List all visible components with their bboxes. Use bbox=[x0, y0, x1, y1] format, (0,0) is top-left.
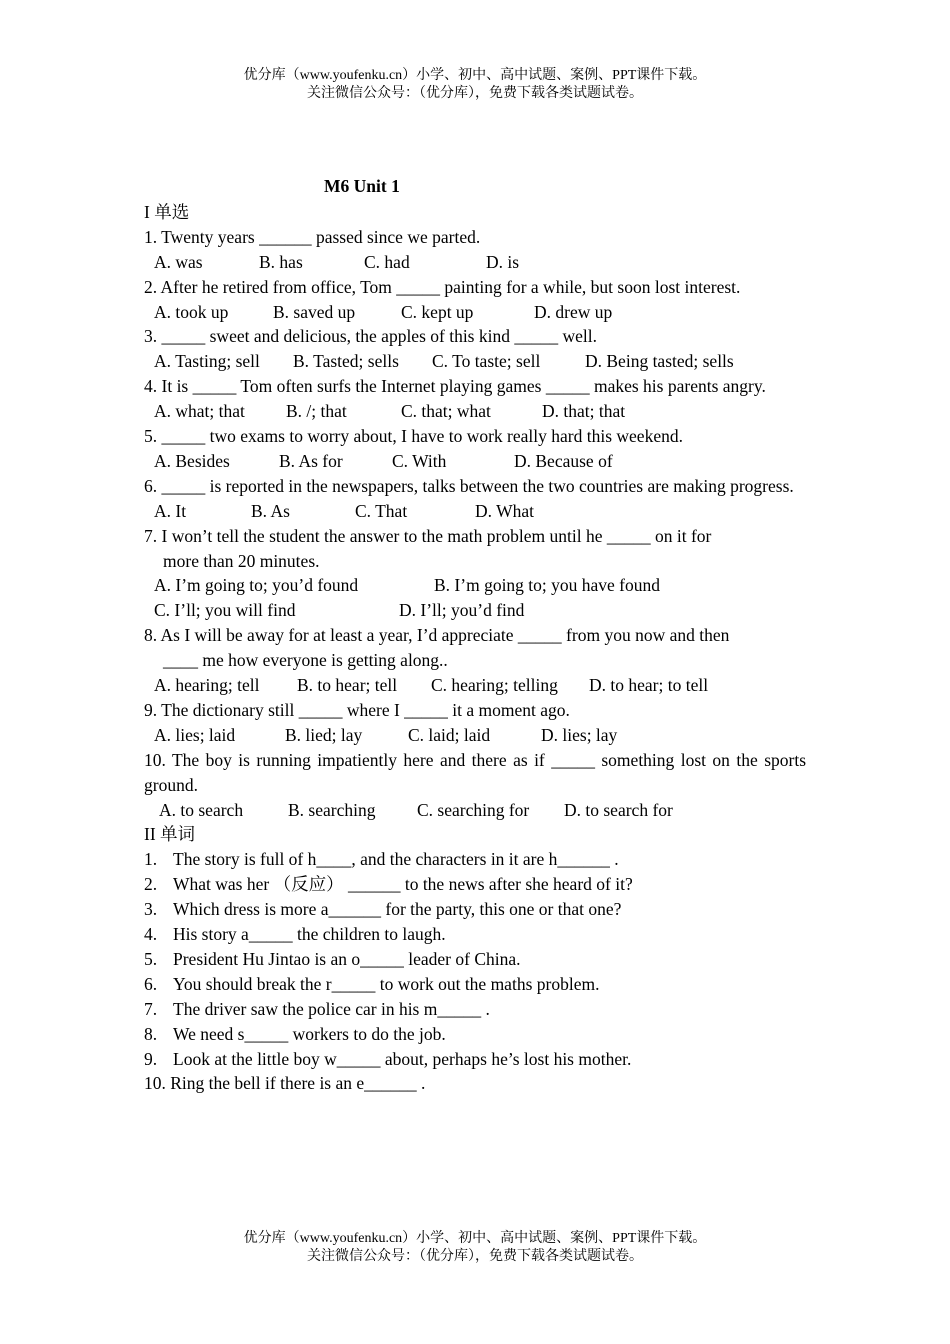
question-6-stem: 6. _____ is reported in the newspapers, talks between the two countries are making progress. bbox=[144, 475, 794, 496]
option-c: C. That bbox=[355, 500, 408, 521]
option-b: B. saved up bbox=[273, 301, 356, 322]
vocab-item-7: 7. The driver saw the police car in his m_____ . bbox=[144, 998, 490, 1019]
header-line-2: 关注微信公众号：（优分库），免费下载各类试题试卷。 bbox=[307, 86, 643, 101]
question-6-options bbox=[144, 499, 806, 524]
option-a: A. was bbox=[154, 251, 203, 272]
option-b: B. has bbox=[259, 251, 303, 272]
question-7-options-1 bbox=[144, 573, 806, 598]
option-b: B. As for bbox=[279, 450, 343, 471]
vocab-item-2: 2. What was her （反应） ______ to the news after she heard of it? bbox=[144, 874, 633, 895]
question-8-stem-cont: ____ me how everyone is getting along.. bbox=[163, 650, 448, 671]
vocab-item-9: 9. Look at the little boy w_____ about, perhaps he’s lost his mother. bbox=[144, 1048, 632, 1069]
page-header bbox=[0, 67, 950, 103]
option-a: A. It bbox=[154, 500, 187, 521]
option-a: A. Tasting; sell bbox=[154, 351, 260, 372]
option-a: A. Besides bbox=[154, 450, 230, 471]
question-1-stem: 1. Twenty years ______ passed since we parted. bbox=[144, 226, 481, 247]
question-10-stem: 10. The boy is running impatiently here and there as if _____ something lost on the sports ground. bbox=[144, 749, 806, 795]
vocab-item-8: 8. We need s_____ workers to do the job. bbox=[144, 1023, 446, 1044]
option-a: A. what; that bbox=[154, 401, 245, 422]
option-c: C. To taste; sell bbox=[432, 351, 541, 372]
option-c: C. had bbox=[364, 251, 410, 272]
page-title: M6 Unit 1 bbox=[324, 176, 400, 196]
option-b: B. Tasted; sells bbox=[293, 351, 399, 372]
option-d: D. drew up bbox=[534, 301, 613, 322]
option-c: C. I’ll; you will find bbox=[154, 600, 296, 621]
option-d: D. I’ll; you’d find bbox=[399, 600, 525, 621]
question-8-options bbox=[144, 673, 806, 698]
question-5-stem: 5. _____ two exams to worry about, I have to work really hard this weekend. bbox=[144, 426, 683, 446]
option-d: D. Because of bbox=[514, 450, 613, 471]
option-c: C. kept up bbox=[401, 301, 474, 322]
vocab-item-5: 5. President Hu Jintao is an o_____ leader of China. bbox=[144, 948, 521, 969]
worksheet bbox=[144, 174, 806, 1096]
option-b: B. to hear; tell bbox=[297, 675, 398, 695]
option-d: D. that; that bbox=[542, 401, 626, 422]
vocab-item-4: 4. His story a_____ the children to laugh. bbox=[144, 924, 446, 945]
option-a: A. to search bbox=[159, 799, 244, 820]
vocab-item-3: 3. Which dress is more a______ for the party, this one or that one? bbox=[144, 899, 622, 920]
option-a: A. I’m going to; you’d found bbox=[154, 575, 359, 596]
option-d: D. is bbox=[486, 251, 520, 272]
option-d: D. to search for bbox=[564, 799, 673, 820]
question-8-stem: 8. As I will be away for at least a year, I’d appreciate _____ from you now and then bbox=[144, 625, 730, 646]
question-10-options bbox=[144, 798, 806, 823]
question-2-options bbox=[144, 300, 806, 325]
option-d: D. to hear; to tell bbox=[589, 675, 709, 695]
question-7-stem-cont: more than 20 minutes. bbox=[163, 550, 320, 571]
question-4-options bbox=[144, 399, 806, 424]
question-9-stem: 9. The dictionary still _____ where I _____ it a moment ago. bbox=[144, 699, 570, 720]
question-5-options bbox=[144, 449, 806, 474]
option-d: D. Being tasted; sells bbox=[585, 351, 734, 372]
option-c: C. that; what bbox=[401, 401, 491, 422]
option-b: B. I’m going to; you have found bbox=[434, 575, 661, 596]
vocab-item-10: 10. Ring the bell if there is an e______ . bbox=[144, 1073, 426, 1094]
section-2-heading: II 单词 bbox=[144, 824, 196, 845]
option-c: C. hearing; telling bbox=[431, 675, 558, 695]
footer-line-1: 优分库（www.youfenku.cn）小学、初中、高中试题、案例、PPT课件下载。 bbox=[243, 1231, 707, 1246]
option-b: B. As bbox=[251, 500, 290, 521]
option-d: D. lies; lay bbox=[541, 724, 618, 745]
option-b: B. /; that bbox=[286, 401, 347, 422]
question-3-stem: 3. _____ sweet and delicious, the apples of this kind _____ well. bbox=[144, 326, 597, 347]
question-1-options bbox=[144, 250, 806, 275]
option-c: C. With bbox=[392, 450, 447, 471]
option-c: C. laid; laid bbox=[408, 724, 491, 745]
header-line-1: 优分库（www.youfenku.cn）小学、初中、高中试题、案例、PPT课件下载。 bbox=[243, 68, 707, 83]
option-b: B. lied; lay bbox=[285, 724, 363, 745]
question-7-stem: 7. I won’t tell the student the answer to the math problem until he _____ on it for bbox=[144, 525, 712, 546]
footer-line-2: 关注微信公众号：（优分库），免费下载各类试题试卷。 bbox=[307, 1249, 643, 1264]
option-a: A. hearing; tell bbox=[154, 675, 260, 695]
page-footer bbox=[0, 1230, 950, 1266]
question-4-stem: 4. It is _____ Tom often surfs the Internet playing games _____ makes his parents angry. bbox=[144, 376, 766, 397]
question-7-options-2 bbox=[144, 598, 806, 623]
option-a: A. lies; laid bbox=[154, 724, 236, 745]
section-1-heading: I 单选 bbox=[144, 201, 190, 222]
option-b: B. searching bbox=[288, 799, 376, 820]
question-2-stem: 2. After he retired from office, Tom _____ painting for a while, but soon lost interest. bbox=[144, 276, 741, 297]
question-9-options bbox=[144, 723, 806, 748]
option-d: D. What bbox=[475, 500, 534, 521]
option-a: A. took up bbox=[154, 301, 229, 322]
option-c: C. searching for bbox=[417, 799, 530, 820]
vocab-item-6: 6. You should break the r_____ to work out the maths problem. bbox=[144, 973, 600, 994]
question-3-options bbox=[144, 349, 806, 374]
vocab-item-1: 1. The story is full of h____, and the characters in it are h______ . bbox=[144, 849, 619, 870]
